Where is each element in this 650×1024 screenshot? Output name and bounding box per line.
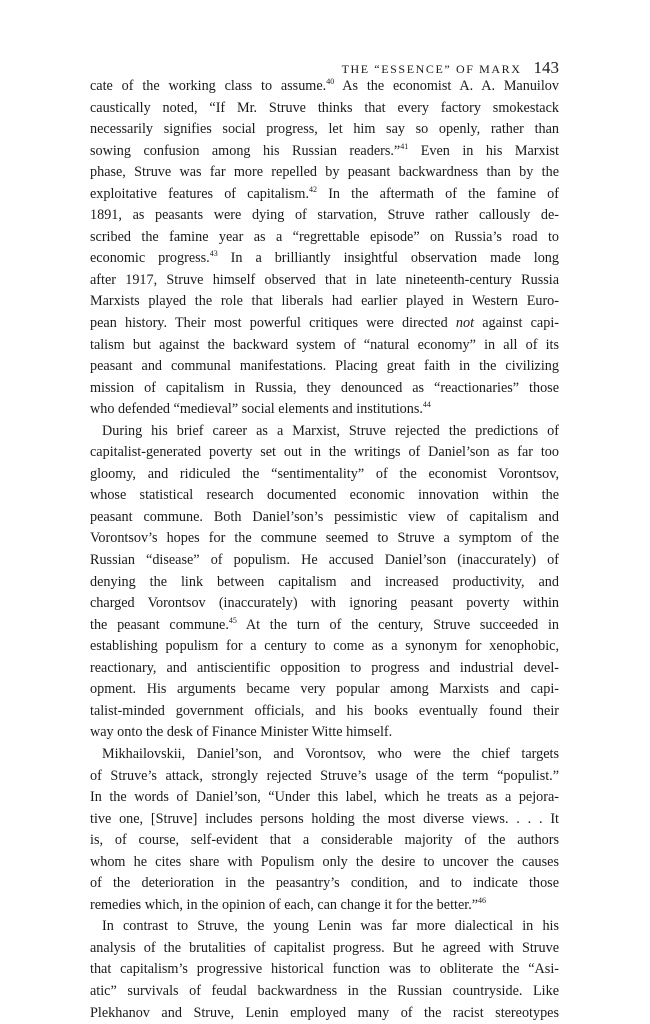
text-line <box>90 141 559 163</box>
text-line <box>90 572 559 594</box>
text-line <box>90 615 559 637</box>
text-segment: scribed the famine year as a “regrettable episode” on Russia’s road to <box>90 228 559 245</box>
text-segment: talist-minded government officials, and his books eventually found their <box>90 702 559 719</box>
text-segment: against capi- <box>474 315 559 332</box>
text-segment: who defended “medieval” social elements and institutions. <box>90 401 423 418</box>
text-segment: phase, Struve was far more repelled by peasant backwardness than by the <box>90 164 559 181</box>
text-segment: whom he cites share with Populism only the desire to uncover the causes <box>90 853 559 870</box>
text-line <box>90 485 559 507</box>
text-segment: that capitalism’s progressive historical function was to obliterate the “Asi- <box>90 961 559 978</box>
text-segment: During his brief career as a Marxist, Struve rejected the predictions of <box>102 422 559 439</box>
text-segment: way onto the desk of Finance Minister Witte himself. <box>90 724 393 741</box>
text-segment: remedies which, in the opinion of each, can change it for the better.” <box>90 896 479 913</box>
text-line <box>90 227 559 249</box>
text-line <box>90 399 559 421</box>
emphasis-text: not <box>455 315 475 332</box>
text-line <box>90 270 559 292</box>
page-number: 143 <box>533 58 559 77</box>
text-line <box>90 550 559 572</box>
footnote-ref: 46 <box>478 895 487 905</box>
text-line <box>90 722 559 744</box>
text-line <box>90 636 559 658</box>
text-line <box>90 291 559 313</box>
text-line <box>90 248 559 270</box>
text-segment: Vorontsov’s hopes for the commune seemed to Struve a symptom of the <box>90 530 559 547</box>
text-line <box>90 98 559 120</box>
text-line <box>90 205 559 227</box>
text-segment: necessarily signifies social progress, let him say so openly, rather than <box>90 121 559 138</box>
text-line <box>90 809 559 831</box>
text-segment: 1891, as peasants were dying of starvation, Struve rather callously de- <box>90 207 559 224</box>
text-segment: In contrast to Struve, the young Lenin was far more dialectical in his <box>102 918 559 935</box>
text-segment: talism but against the backward system of “natural economy” in all of its <box>90 336 559 353</box>
text-segment: In the words of Daniel’son, “Under this label, which he treats as a pejora- <box>90 789 559 806</box>
text-segment: In a brilliantly insightful observation made long <box>217 250 559 267</box>
text-segment: whose statistical research documented economic innovation within the <box>90 487 559 504</box>
text-segment: In the aftermath of the famine of <box>317 185 559 202</box>
text-line <box>90 378 559 400</box>
text-segment: Mikhailovskii, Daniel’son, and Vorontsov, who were the chief targets <box>102 745 559 762</box>
text-segment: economic progress. <box>90 250 210 267</box>
footnote-ref: 44 <box>422 400 431 410</box>
text-line <box>90 959 559 981</box>
text-segment: Russian “disease” of populism. He accused Daniel’son (inaccurately) of <box>90 552 559 569</box>
text-segment: peasant and communal manifestations. Placing great faith in the civilizing <box>90 358 559 375</box>
text-segment: of Struve’s attack, strongly rejected Struve’s usage of the term “populist.” <box>90 767 559 784</box>
text-line <box>90 162 559 184</box>
text-line <box>90 766 559 788</box>
body-text <box>90 76 559 1024</box>
text-segment: Marxists played the role that liberals had earlier played in Western Euro- <box>90 293 559 310</box>
text-segment: At the turn of the century, Struve succeeded in <box>236 616 559 633</box>
text-line <box>90 119 559 141</box>
text-segment: is, of course, self-evident that a considerable majority of the authors <box>90 832 559 849</box>
text-line <box>90 356 559 378</box>
text-segment: gloomy, and ridiculed the “sentimentality” of the economist Vorontsov, <box>90 465 559 482</box>
text-segment: capitalist-generated poverty set out in the writings of Daniel’son as far too <box>90 444 559 461</box>
text-line <box>90 787 559 809</box>
text-line <box>90 679 559 701</box>
text-segment: establishing populism for a century to come as a synonym for xenophobic, <box>90 638 559 655</box>
text-segment: charged Vorontsov (inaccurately) with ignoring peasant poverty within <box>90 595 559 612</box>
text-segment: sowing confusion among his Russian readers.” <box>90 142 401 159</box>
text-segment: As the economist A. A. Manuilov <box>334 78 559 94</box>
footnote-ref: 42 <box>309 184 318 194</box>
text-line <box>90 658 559 680</box>
footnote-ref: 41 <box>400 141 409 151</box>
text-segment: Plekhanov and Struve, Lenin employed many of the racist stereotypes <box>90 1004 559 1021</box>
text-line <box>90 895 559 917</box>
text-segment: denying the link between capitalism and increased productivity, and <box>90 573 559 590</box>
text-line <box>90 830 559 852</box>
text-line <box>90 938 559 960</box>
text-segment: mission of capitalism in Russia, they denounced as “reactionaries” those <box>90 379 559 396</box>
text-line <box>90 76 559 98</box>
text-segment: the peasant commune. <box>90 616 229 633</box>
footnote-ref: 43 <box>209 249 218 259</box>
text-segment: exploitative features of capitalism. <box>90 185 310 202</box>
footnote-ref: 45 <box>228 615 237 625</box>
text-segment: opment. His arguments became very popular among Marxists and capi- <box>90 681 559 698</box>
text-line <box>90 852 559 874</box>
text-segment: after 1917, Struve himself observed that in late nineteenth-century Russia <box>90 271 559 288</box>
text-line <box>90 528 559 550</box>
text-line <box>90 701 559 723</box>
text-line <box>90 916 559 938</box>
text-segment: analysis of the brutalities of capitalist progress. But he agreed with Struve <box>90 939 559 956</box>
text-segment: peasant commune. Both Daniel’son’s pessimistic view of capitalism and <box>90 508 559 525</box>
running-title: THE “ESSENCE” OF MARX <box>341 62 522 76</box>
text-line <box>90 335 559 357</box>
text-line <box>90 507 559 529</box>
text-line <box>90 744 559 766</box>
text-segment: of the deterioration in the peasantry’s condition, and to indicate those <box>90 875 559 892</box>
text-line <box>90 593 559 615</box>
text-segment: pean history. Their most powerful critiques were directed <box>90 315 456 332</box>
text-segment: cate of the working class to assume. <box>90 78 327 94</box>
text-line <box>90 313 559 335</box>
text-segment: reactionary, and antiscientific opposition to progress and industrial devel- <box>90 659 559 676</box>
text-line <box>90 1003 559 1024</box>
text-line <box>90 873 559 895</box>
text-line <box>90 442 559 464</box>
text-segment: atic” survivals of feudal backwardness in the Russian countryside. Like <box>90 982 559 999</box>
footnote-ref: 40 <box>326 77 335 86</box>
text-line <box>90 184 559 206</box>
text-segment: tive one, [Struve] includes persons holding the most diverse views. . . . It <box>90 810 559 827</box>
text-line <box>90 421 559 443</box>
text-segment: caustically noted, “If Mr. Struve thinks that every factory smokestack <box>90 99 559 116</box>
text-line <box>90 981 559 1003</box>
text-segment: Even in his Marxist <box>408 142 559 159</box>
text-line <box>90 464 559 486</box>
